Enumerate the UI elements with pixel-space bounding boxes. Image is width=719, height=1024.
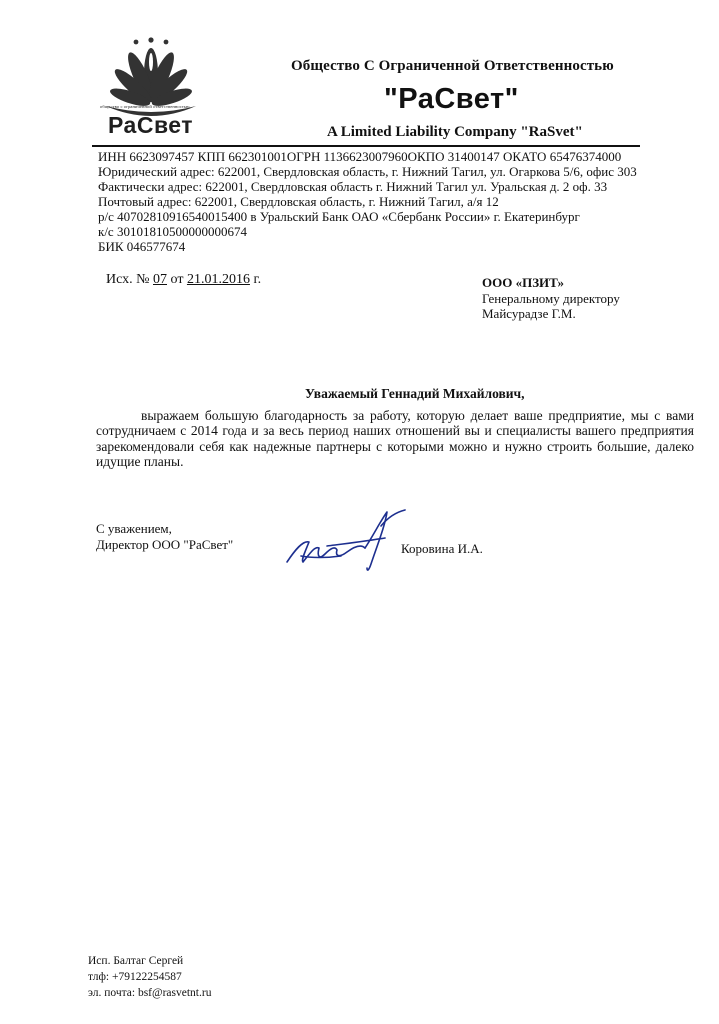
outgoing-number [106, 272, 261, 288]
outgoing-date: 21.01.2016 [186, 272, 250, 287]
requisites-postal-address: Почтовый адрес: 622001, Свердловская область, г. Нижний Тагил, а/я 12 [98, 194, 499, 209]
recipient-name: Майсурадзе Г.М. [482, 306, 576, 321]
header-divider [92, 145, 640, 147]
requisites-bank-account: р/с 40702810916540015400 в Уральский Банк ОАО «Сбербанк России» г. Екатеринбург [98, 209, 580, 224]
signatory-name: Коровина И.А. [401, 541, 483, 556]
requisites-bik: БИК 046577674 [98, 239, 186, 254]
executor: Исп. Балтаг Сергей [88, 955, 184, 967]
signature-title: Директор ООО "РаСвет" [96, 537, 234, 552]
company-name: "РаСвет" [384, 83, 519, 115]
outgoing-from: от [170, 272, 184, 287]
company-name-english: A Limited Liability Company "RaSvet" [327, 124, 583, 140]
letter-greeting: Уважаемый Геннадий Михайлович, [305, 386, 525, 401]
outgoing-suffix: г. [253, 272, 262, 287]
logo-name: РаСвет [108, 112, 194, 138]
requisites-legal-address: Юридический адрес: 622001, Свердловская область, г. Нижний Тагил, ул. Огаркова 5/6, офис 303 [98, 164, 637, 179]
letter-body: выражаем большую благодарность за работу, которую делает ваше предприятие, мы с вами сотрудничаем с 2014 года и за весь период наших отношений вы и специалисты вашего предприятия зарекомендовали себя как надежные партнеры с которыми можно и нужно строить большие, далеко идущие планы. [96, 408, 694, 469]
handwritten-signature [281, 506, 421, 574]
executor-email: эл. почта: bsf@rasvetnt.ru [88, 987, 212, 999]
requisites-corr-account: к/с 30101810500000000674 [98, 224, 247, 239]
recipient-position: Генеральному директору [482, 291, 620, 306]
outgoing-number-value: 07 [153, 272, 167, 287]
company-legal-form: Общество С Ограниченной Ответственностью [291, 58, 614, 74]
logo-caption: общество с ограниченной ответственностью [100, 104, 190, 109]
requisites-codes: ИНН 6623097457 КПП 662301001ОГРН 1136623007960ОКПО 31400147 ОКАТО 65476374000 [98, 149, 622, 164]
executor-phone: тлф: +79122254587 [88, 971, 182, 983]
signature-closing: С уважением, [96, 521, 172, 536]
recipient-company: ООО «ПЗИТ» [482, 275, 565, 290]
outgoing-prefix: Исх. № [106, 272, 150, 287]
requisites-actual-address: Фактически адрес: 622001, Свердловская область г. Нижний Тагил ул. Уральская д. 2 оф. 33 [98, 179, 608, 194]
